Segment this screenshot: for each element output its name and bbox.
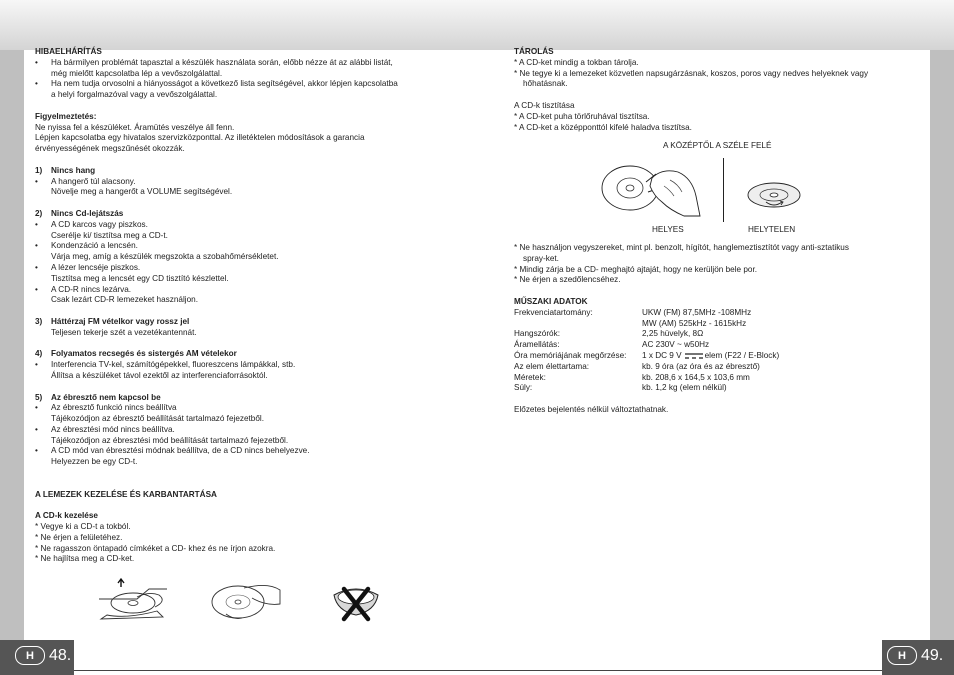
- spec-value: 1 x DC 9 V: [642, 350, 682, 360]
- page-number: 49.: [921, 646, 944, 664]
- change-notice: Előzetes bejelentés nélkül változtathatnak.: [514, 404, 669, 414]
- section-number: 3): [35, 316, 43, 326]
- note-item: * Mindig zárja be a CD- meghajtó ajtaját, hogy ne kerüljön bele por.: [514, 264, 758, 274]
- solution-line: Várja meg, amíg a készülék megszokta a szobahőmérsékletet.: [51, 252, 279, 262]
- cd-cleaning-incorrect-illustration: [746, 180, 802, 210]
- warning-line: Lépjen kapcsolatba egy hivatalos szervizközponttal. Az illetéktelen módosítások a garancia: [35, 133, 365, 143]
- spec-value: UKW (FM) 87,5MHz -108MHz: [642, 307, 752, 317]
- note-item: * Ne érjen a szedőlencséhez.: [514, 275, 621, 285]
- section-number: 5): [35, 392, 43, 402]
- storage-item-cont: hőhatásnak.: [523, 79, 568, 89]
- warning-title: Figyelmeztetés:: [35, 111, 97, 121]
- handling-item: * Ne hajlítsa meg a CD-ket.: [35, 554, 135, 564]
- right-page-content: [514, 47, 914, 133]
- problem-bullet: • A CD-R nincs lezárva.: [35, 285, 435, 296]
- solution-line: Cserélje ki/ tisztítsa meg a CD-t.: [51, 230, 168, 240]
- correct-label: HELYES: [652, 225, 684, 234]
- storage-item: * Ne tegye ki a lemezeket közvetlen napsugárzásnak, koszos, poros vagy nedves helyeknek vagy: [514, 68, 869, 78]
- spec-row: [514, 319, 914, 330]
- cd-remove-illustration: [97, 577, 173, 622]
- spec-value-suffix: elem (F22 / E-Block): [704, 350, 780, 360]
- problem-bullet: • Interferencia TV-kel, számítógépekkel, fluoreszcens lámpákkal, stb.: [35, 360, 435, 371]
- handling-item: * Ne ragasszon öntapadó címkéket a CD- khez és ne írjon azokra.: [35, 543, 276, 553]
- problem-bullet: • Az ébresztési mód nincs beállítva.: [35, 425, 435, 436]
- section-title: Folyamatos recsegés és sistergés AM vételekor: [51, 349, 237, 359]
- incorrect-label: HELYTELEN: [748, 225, 796, 234]
- warning-line: Ne nyissa fel a készüléket. Áramütés veszélye áll fenn.: [35, 122, 235, 132]
- warning-line: érvényességének megszűnését okozzák.: [35, 144, 185, 154]
- spec-key: [514, 319, 642, 330]
- language-badge: H: [887, 646, 917, 665]
- figure-title: A KÖZÉPTŐL A SZÉLE FELÉ: [663, 141, 772, 150]
- left-page-number: [15, 646, 71, 665]
- spec-row: [514, 362, 914, 373]
- storage-title: TÁROLÁS: [514, 47, 554, 56]
- cd-hold-illustration: [208, 580, 282, 622]
- spec-value: kb. 9 óra (az óra és az ébresztő): [642, 361, 760, 371]
- spec-key: Frekvenciatartomány:: [514, 307, 593, 317]
- spec-row: [514, 329, 914, 340]
- left-page-content: [35, 47, 435, 565]
- solution-line: Tájékozódjon az ébresztő beállítását tartalmazó fejezetből.: [51, 414, 264, 424]
- intro-line: a helyi forgalmazóval vagy a vevőszolgálattal.: [51, 90, 218, 100]
- section-heading: [35, 166, 435, 177]
- spec-key: Óra memóriájának megőrzése:: [514, 350, 627, 360]
- right-margin-bar: [930, 50, 954, 675]
- spec-row: [514, 351, 914, 362]
- spec-key: Hangszórók:: [514, 329, 560, 339]
- section-number: 4): [35, 349, 43, 359]
- storage-item: * A CD-ket mindig a tokban tárolja.: [514, 57, 639, 67]
- spec-row: [514, 308, 914, 319]
- solution-line: Teljesen tekerje szét a vezetékantennát.: [51, 327, 197, 337]
- section-title: Nincs hang: [51, 165, 96, 175]
- top-header-band: [0, 0, 954, 50]
- problem-bullet: • A CD karcos vagy piszkos.: [35, 220, 435, 231]
- problem-bullet: • A CD mód van ébresztési módnak beállítva, de a CD nincs behelyezve.: [35, 446, 435, 457]
- language-badge: H: [15, 646, 45, 665]
- left-margin-bar: [0, 50, 24, 675]
- cd-cleaning-correct-illustration: [600, 156, 718, 222]
- intro-line: még mielőtt kapcsolatba lép a vevőszolgálattal.: [51, 68, 223, 78]
- handling-item: * Vegye ki a CD-t a tokból.: [35, 522, 131, 532]
- cleaning-item: * A CD-ket puha törlőruhával tisztítsa.: [514, 111, 650, 121]
- spec-value: 2,25 hüvelyk, 8Ω: [642, 329, 704, 339]
- dc-symbol-icon: [685, 352, 703, 360]
- section-number: 2): [35, 208, 43, 218]
- section-title: Háttérzaj FM vételkor vagy rossz jel: [51, 316, 190, 326]
- handling-title: A CD-k kezelése: [35, 511, 98, 521]
- solution-line: Helyezzen be egy CD-t.: [51, 457, 138, 467]
- cleaning-item: * A CD-ket a középponttól kifelé haladva tisztítsa.: [514, 122, 692, 132]
- care-title: A LEMEZEK KEZELÉSE ÉS KARBANTARTÁSA: [35, 489, 217, 499]
- spec-value: kb. 208,6 x 164,5 x 103,6 mm: [642, 372, 750, 382]
- problem-bullet: • A hangerő túl alacsony.: [35, 177, 435, 188]
- spec-key: Áramellátás:: [514, 340, 560, 350]
- spec-row: [514, 340, 914, 351]
- cd-bend-forbidden-icon: [331, 581, 381, 623]
- solution-line: Tisztítsa meg a lencsét egy CD tisztító készlettel.: [51, 273, 229, 283]
- section-heading: [35, 393, 435, 404]
- handling-item: * Ne érjen a felületéhez.: [35, 532, 123, 542]
- section-title: Nincs Cd-lejátszás: [51, 208, 124, 218]
- intro-bullet: • Ha nem tudja orvosolni a hiányosságot a következő lista segítségével, akkor lépjen kapcsolatba: [35, 79, 435, 90]
- solution-line: Állítsa a készüléket távol ezektől az interferenciaforrásoktól.: [51, 370, 268, 380]
- specs-title: MŰSZAKI ADATOK: [514, 296, 588, 306]
- page-number: 48.: [49, 646, 72, 664]
- spec-row: [514, 383, 914, 394]
- problem-bullet: • Kondenzáció a lencsén.: [35, 241, 435, 252]
- spec-value: AC 230V ~ w50Hz: [642, 340, 710, 350]
- spec-key: Súly:: [514, 383, 533, 393]
- right-page-number: [887, 646, 943, 665]
- problem-bullet: • Az ébresztő funkció nincs beállítva: [35, 403, 435, 414]
- solution-line: Növelje meg a hangerőt a VOLUME segítségével.: [51, 187, 233, 197]
- section-number: 1): [35, 165, 43, 175]
- right-page-lower-content: [514, 243, 914, 416]
- spec-key: Méretek:: [514, 372, 546, 382]
- note-item-cont: spray-ket.: [523, 253, 559, 263]
- note-item: * Ne használjon vegyszereket, mint pl. benzolt, hígítót, hanglemeztisztítót vagy anti-sztatikus: [514, 243, 849, 252]
- spec-key: Az elem élettartama:: [514, 361, 590, 371]
- section-heading: [35, 209, 435, 220]
- footer-rule: [74, 670, 882, 671]
- problem-bullet: • A lézer lencséje piszkos.: [35, 263, 435, 274]
- troubleshooting-title: HIBAELHÁRÍTÁS: [35, 47, 102, 56]
- section-heading: [35, 349, 435, 360]
- section-title: Az ébresztő nem kapcsol be: [51, 392, 161, 402]
- spec-value: MW (AM) 525kHz - 1615kHz: [642, 318, 747, 328]
- figure-divider: [723, 158, 724, 222]
- solution-line: Tájékozódjon az ébresztési mód beállítását tartalmazó fejezetből.: [51, 435, 289, 445]
- intro-bullet: • Ha bármilyen problémát tapasztal a készülék használata során, előbb nézze át az alábbi listát,: [35, 58, 435, 69]
- spec-row: [514, 373, 914, 384]
- solution-line: Csak lezárt CD-R lemezeket használjon.: [51, 295, 198, 305]
- cleaning-title: A CD-k tisztítása: [514, 100, 575, 110]
- spec-value: kb. 1,2 kg (elem nélkül): [642, 383, 727, 393]
- section-heading: [35, 317, 435, 328]
